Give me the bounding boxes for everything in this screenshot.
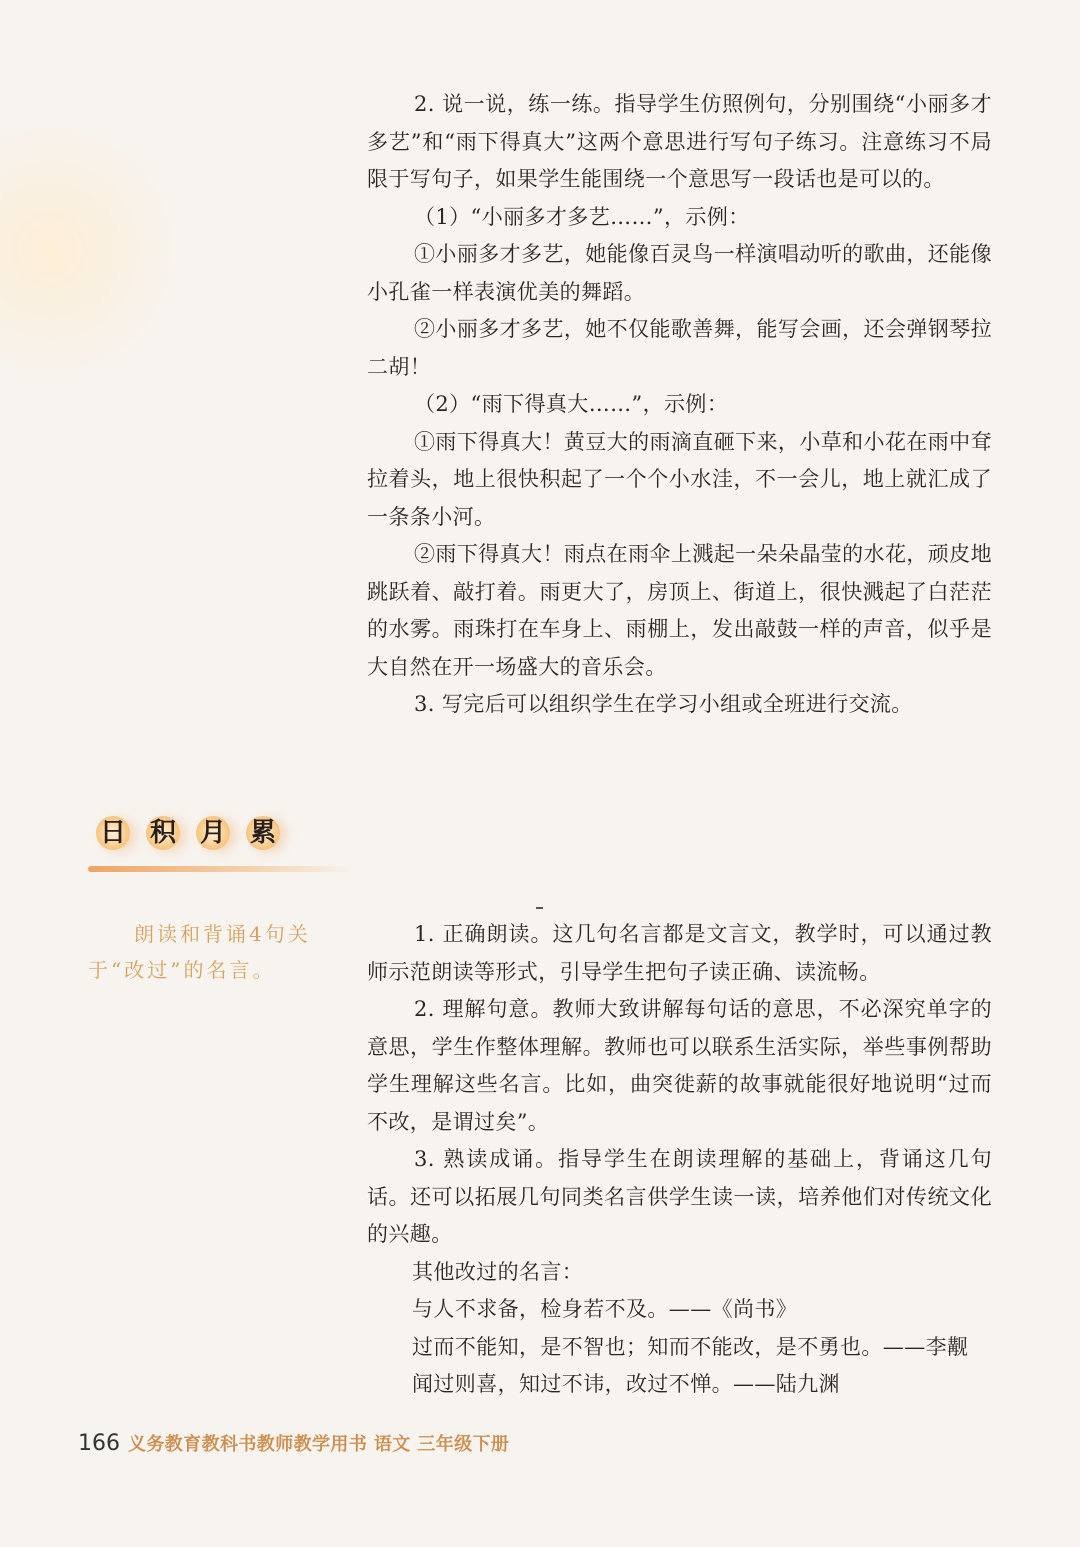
paragraph-understand-meaning: 2. 理解句意。教师大致讲解每句话的意思，不必深究单字的意思，学生作整体理解。教师也可以联系生活实际，举些事例帮助学生理解这些名言。比如，曲突徙薪的故事就能很好地说明“过而不改，是谓过矣”。 — [367, 997, 992, 1134]
page-number: 166 — [78, 1431, 120, 1456]
section-underline — [88, 866, 353, 872]
section-title-char: 日 — [96, 816, 130, 850]
book-title: 义务教育教科书教师教学用书 语文 三年级下册 — [128, 1434, 510, 1455]
paragraph-recite: 3. 熟读成诵。指导学生在朗读理解的基础上，背诵这几句话。还可以拓展几句同类名言供学生读一读，培养他们对传统文化的兴趣。 — [367, 1147, 992, 1246]
side-note — [88, 916, 326, 988]
page-footer — [78, 1430, 509, 1456]
paragraph-practice-intro: 2. 说一说，练一练。指导学生仿照例句，分别围绕“小丽多才多艺”和“雨下得真大”这两个意思进行写句子练习。注意练习不局限于写句子，如果学生能围绕一个意思写一段话也是可以的。 — [367, 92, 992, 191]
section-title-char: 积 — [146, 816, 180, 850]
paragraph-example-2-1: ①雨下得真大！黄豆大的雨滴直砸下来，小草和小花在雨中耷拉着头，地上很快积起了一个个小水洼，不一会儿，地上就汇成了一条条小河。 — [367, 429, 992, 529]
divider-mark — [536, 907, 543, 909]
quote-shangshu: 与人不求备，检身若不及。——《尚书》 — [412, 1297, 798, 1321]
paragraph-example-heading-2: （2）“雨下得真大……”，示例： — [414, 392, 729, 416]
section-title-char: 累 — [246, 816, 280, 850]
top-text-block — [367, 86, 992, 724]
side-note-line-2: 于“改过”的名言。 — [88, 958, 276, 982]
paragraph-exchange: 3. 写完后可以组织学生在学习小组或全班进行交流。 — [414, 692, 913, 716]
section-header-riji-yuelei — [88, 808, 358, 878]
quote-lujiuyuan: 闻过则喜，知过不讳，改过不惮。——陆九渊 — [412, 1372, 840, 1396]
paragraph-other-sayings-heading: 其他改过的名言： — [412, 1259, 584, 1284]
section-title — [96, 816, 280, 850]
quote-ligou: 过而不能知，是不智也；知而不能改，是不勇也。——李觏 — [412, 1334, 969, 1359]
paragraph-example-heading-1: （1）“小丽多才多艺……”，示例： — [414, 204, 750, 229]
bottom-text-block — [367, 916, 992, 1404]
paragraph-read-correctly: 1. 正确朗读。这几句名言都是文言文，教学时，可以通过教师示范朗读等形式，引导学生把句子读正确、读流畅。 — [367, 922, 992, 984]
page-glow — [0, 120, 180, 380]
paragraph-example-1-1: ①小丽多才多艺，她能像百灵鸟一样演唱动听的歌曲，还能像小孔雀一样表演优美的舞蹈。 — [367, 242, 992, 304]
side-note-line-1: 朗读和背诵4句关 — [134, 922, 311, 946]
paragraph-example-1-2: ②小丽多才多艺，她不仅能歌善舞，能写会画，还会弹钢琴拉二胡！ — [367, 317, 992, 379]
section-title-char: 月 — [196, 816, 230, 850]
paragraph-example-2-2: ②雨下得真大！雨点在雨伞上溅起一朵朵晶莹的水花，顽皮地跳跃着、敲打着。雨更大了，房顶上、街道上，很快溅起了白茫茫的水雾。雨珠打在车身上、雨棚上，发出敲鼓一样的声音，似乎是大自然在开一场盛大的音乐会。 — [367, 542, 992, 679]
